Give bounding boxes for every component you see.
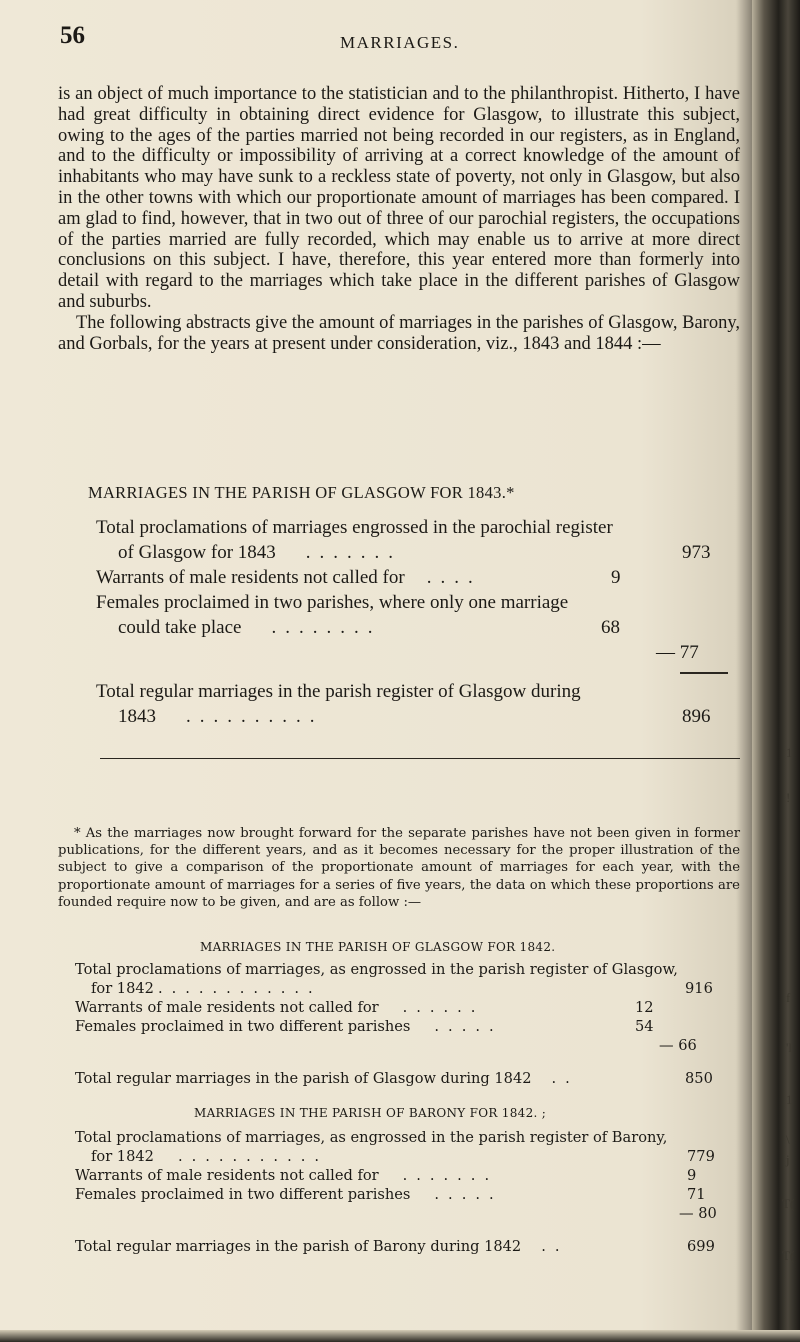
- footnote: [58, 825, 740, 911]
- margin-mark: T(: [782, 1248, 795, 1263]
- entry-value: 699: [687, 1238, 715, 1255]
- table-barony: Total proclamations of marriages, as engrossed in the parish register of Barony, for 1842 ........... 779 Warrants of male residents not called for ....... 9 Females proclaimed in two different parishes ..... 71 — 80 Total regular marriages in the parish of Barony during 1842 .. 699: [75, 1129, 717, 1255]
- entry-subtotal: — 66: [659, 1037, 697, 1054]
- entry-label: Warrants of male residents not called for: [75, 999, 379, 1016]
- entry-label: Females proclaimed in two different parishes: [75, 1186, 411, 1203]
- entry-subtotal: — 80: [679, 1205, 717, 1222]
- paragraph: is an object of much importance to the statistician and to the philanthropist. Hitherto, I have had great difficulty in obtaining direct evidence for Glasgow, to illustrate this subject, owing to the ages of the parties married not being recorded in our registers, as in England, and to the difficulty or impossibility of arriving at a correct knowledge of the amount of inhabitants who may have sunk to a reckless state of poverty, not only in Glasgow, but also in the other towns with which our proportionate amount of marriages has been compared. I am glad to find, however, that in two out of three of our parochial registers, the occupations of the parties married are fully recorded, which may enable us to arrive at more direct conclusions on this subject. I have, therefore, this year entered more than formerly into detail with regard to the marriages which take place in the different parishes of Glasgow and suburbs.: [58, 84, 740, 312]
- entry-label: Warrants of male residents not called for: [75, 1167, 379, 1184]
- margin-mark: 'l: [786, 1040, 792, 1055]
- entry-label: could take place: [118, 617, 242, 638]
- entry-value: 850: [685, 1070, 713, 1087]
- page-number: 56: [60, 22, 85, 49]
- entry-label: Total proclamations of marriages engrossed in the parochial register: [96, 517, 613, 538]
- entry-value: 68: [601, 617, 620, 638]
- entry-value: 896: [682, 706, 711, 727]
- footnote-text: * As the marriages now brought forward for the separate parishes have not been given in former publications, for the different years, and as it becomes necessary for the proper illustration of the subject to give a comparison of the proportionate amount of marriages for each year, with the proportionate amount of marriages for a series of five years, the data on which these proportions are founded require now to be given, and are as follow :—: [58, 826, 740, 910]
- entry-label: of Glasgow for 1843: [118, 542, 276, 563]
- body-text: [58, 84, 740, 354]
- entry-label: Total proclamations of marriages, as engrossed in the parish register of Barony,: [75, 1129, 668, 1146]
- entry-value: 973: [682, 542, 711, 563]
- table-1843-heading: MARRIAGES IN THE PARISH OF GLASGOW FOR 1843.*: [88, 483, 515, 502]
- margin-mark: 1: [786, 1092, 793, 1107]
- margin-mark: j: [786, 1152, 790, 1167]
- paragraph: The following abstracts give the amount of marriages in the parishes of Glasgow, Barony, and Gorbals, for the years at present under consideration, viz., 1843 and 1844 :—: [58, 312, 740, 354]
- entry-subtotal: — 77: [656, 642, 699, 663]
- table-1842: Total proclamations of marriages, as engrossed in the parish register of Glasgow, for 1842 ............ 916 Warrants of male residents not called for ...... 12 Females proclaimed in two different parishes ..... 54 — 66 Total regular marriages in the parish of Glasgow during 1842 .. 850: [75, 961, 713, 1087]
- running-title: MARRIAGES.: [340, 33, 460, 52]
- entry-value: 12: [635, 999, 654, 1016]
- margin-mark: !: [786, 790, 791, 805]
- entry-label: Total regular marriages in the parish of Glasgow during 1842: [75, 1070, 532, 1087]
- table-barony-heading: MARRIAGES IN THE PARISH OF BARONY FOR 1842. ;: [194, 1106, 547, 1120]
- entry-label: Females proclaimed in two different parishes: [75, 1018, 411, 1035]
- table-1843: Total proclamations of marriages engrossed in the parochial register of Glasgow for 1843 ....... 973 Warrants of male residents not called for .... 9 Females proclaimed in two parishes, where only one marriage could take place ........ 68 — 77 Total regular marriages in the parish register of Glasgow during 1843 .......... 896: [96, 517, 711, 727]
- entry-value: 779: [687, 1148, 715, 1165]
- entry-value: 916: [685, 980, 713, 997]
- entry-label: Total regular marriages in the parish register of Glasgow during: [96, 681, 581, 702]
- entry-value: 9: [687, 1167, 697, 1184]
- divider-rule: [100, 758, 740, 759]
- entry-label: Females proclaimed in two parishes, where only one marriage: [96, 592, 569, 613]
- margin-mark: 1: [786, 745, 793, 760]
- table-1842-heading: MARRIAGES IN THE PARISH OF GLASGOW FOR 1842.: [200, 940, 556, 954]
- entry-label: for 1842: [91, 1148, 154, 1165]
- entry-label: 1843: [118, 706, 156, 727]
- book-binding-edge: [752, 0, 800, 1342]
- entry-label: for 1842: [91, 980, 154, 997]
- entry-value: 54: [635, 1018, 654, 1035]
- page-bottom-edge: [0, 1330, 800, 1342]
- entry-value: 71: [687, 1186, 706, 1203]
- entry-label: Total regular marriages in the parish of Barony during 1842: [75, 1238, 522, 1255]
- entry-label: Warrants of male residents not called for: [96, 567, 405, 588]
- entry-value: 9: [611, 567, 621, 588]
- sum-rule: [680, 672, 728, 674]
- margin-mark: T(: [782, 1196, 795, 1211]
- margin-mark: f: [786, 990, 791, 1005]
- margin-mark: \: [786, 1132, 790, 1147]
- entry-label: Total proclamations of marriages, as engrossed in the parish register of Glasgow,: [75, 961, 678, 978]
